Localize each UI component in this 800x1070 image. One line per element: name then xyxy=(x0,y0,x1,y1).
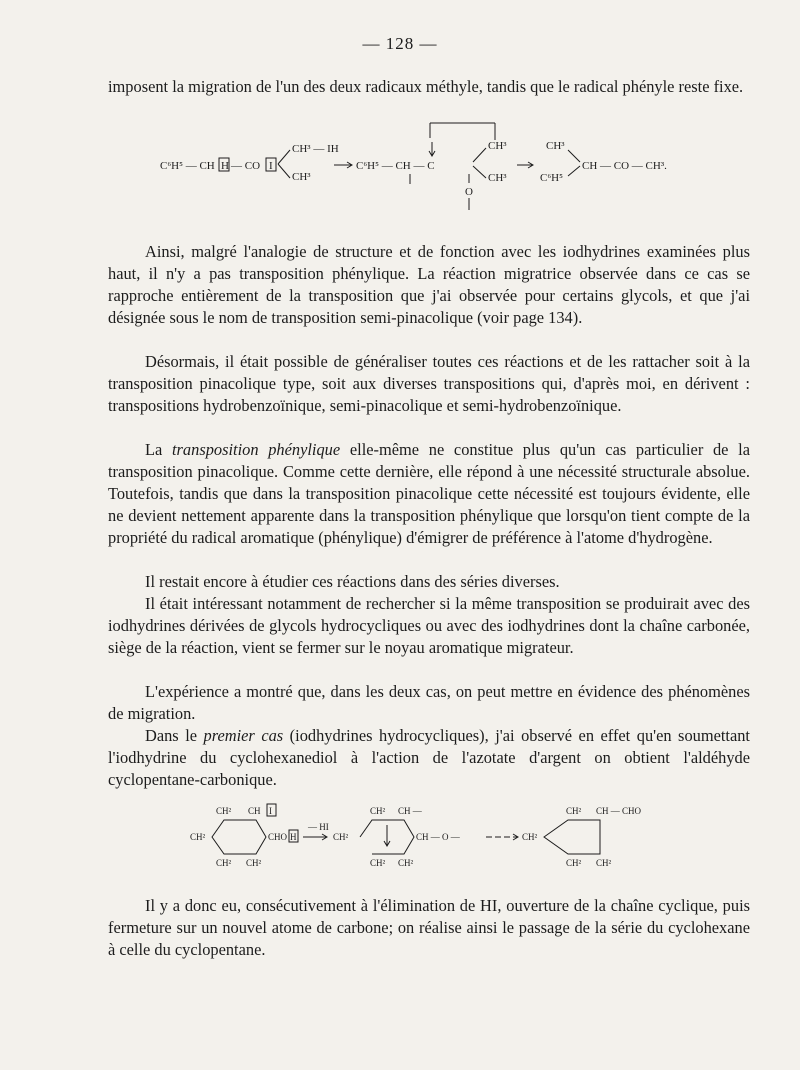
formula1-i-boxed: I xyxy=(269,160,273,172)
formula2-r3-left: CH² xyxy=(522,832,538,842)
formula1-arrow xyxy=(334,162,352,168)
paragraph-experience: L'expérience a montré que, dans les deux cas, on peut mettre en évidence des phénomènes de migration. xyxy=(108,682,750,723)
p3-before: La xyxy=(145,440,172,459)
formula2-r2-bottom-left: CH² xyxy=(370,858,386,868)
formula-phenyl-iodhydrine xyxy=(0,118,800,218)
p3-italic: transposition phénylique xyxy=(172,440,341,459)
formula2-r1-bottom-left: CH² xyxy=(216,858,232,868)
formula1-prod-c6h5: C⁶H⁵ xyxy=(540,172,563,184)
formula2-r3-bottom-right: CH² xyxy=(596,858,612,868)
formula1-reactant xyxy=(160,143,339,183)
paragraph-premier-cas xyxy=(108,725,750,791)
p3-after: elle-même ne constitue plus qu'un cas particulier de la transposition pinacolique. Comme cette dernière, elle répond à une nécessité structurale absolue. Toutefois, tandis que dans la transposition pinacolique cette nécessité est toujours évidente, elle ne devient nettement apparente dans la transposition phénylique que lorsqu'on tient compte de la propriété du radical aromatique (phénylique) d'émigrer de préférence à l'atome d'hydrogène. xyxy=(108,440,751,547)
formula2-r2-right: CH — O — xyxy=(416,832,460,842)
formula2-r2-bottom-right: CH² xyxy=(398,858,414,868)
formula1-left-chain: C⁶H⁵ — CH xyxy=(160,160,215,172)
formula1-ch3-top: CH³ — IH xyxy=(292,143,339,155)
formula1-ch3-bottom: CH³ xyxy=(292,171,311,183)
paragraph-series-diverses: Il restait encore à étudier ces réactions dans des séries diverses. xyxy=(145,572,560,591)
paragraph-analogie: Ainsi, malgré l'analogie de structure et de fonction avec les iodhydrines examinées plus haut, il n'y a pas transposition phénylique. La réaction migratrice observée dans ce cas se rapproche entièrement de la transposition que j'ai observée pour certains glycols, et que j'ai désignée sous le nom de transposition semi-pinacolique (voir page 134). xyxy=(108,242,750,327)
p7-before: Dans le xyxy=(145,726,204,745)
formula2-r2-left: CH² xyxy=(333,832,349,842)
formula2-r1-left: CH² xyxy=(190,832,206,842)
formula1-inter-ch3-bottom: CH³ xyxy=(488,172,507,184)
formula2-r1-top-left: CH² xyxy=(216,806,232,816)
formula2-ring3 xyxy=(522,806,642,868)
formula-cyclohexane xyxy=(0,800,800,875)
formula1-prod-chain: CH — CO — CH³. xyxy=(582,160,667,172)
paragraph-transposition-phenylique xyxy=(108,439,750,549)
formula1-product xyxy=(540,140,667,184)
formula2-r2-top-left: CH² xyxy=(370,806,386,816)
p7-italic: premier cas xyxy=(203,726,284,745)
formula2-r3-top-right: CH — CHO xyxy=(596,806,642,816)
formula1-h-boxed: H xyxy=(221,160,229,172)
formula1-prod-ch3: CH³ xyxy=(546,140,565,152)
formula2-r1-right: CHO xyxy=(268,832,288,842)
formula2-ring2 xyxy=(333,806,461,868)
formula2-r1-i: I xyxy=(269,806,272,816)
formula1-inter-o: O xyxy=(465,186,473,198)
page-number: — 128 — xyxy=(362,34,438,53)
formula1-arrow-2 xyxy=(517,162,533,168)
formula2-r2-top-right: CH — xyxy=(398,806,422,816)
formula2-r1-top-right: CH xyxy=(248,806,261,816)
formula2-r3-top-left: CH² xyxy=(566,806,582,816)
formula2-r1-bottom-right: CH² xyxy=(246,858,262,868)
formula1-mid: — CO xyxy=(231,160,261,172)
formula2-arrow-2 xyxy=(486,834,518,840)
formula2-arrow-1 xyxy=(303,822,329,840)
paragraph-conclusion: Il y a donc eu, consécutivement à l'élimination de HI, ouverture de la chaîne cyclique, puis fermeture sur un nouvel atome de carbone; on réalise ainsi le passage de la série du cyclohexane à celle du cyclopentane. xyxy=(108,896,750,959)
formula2-minus-hi: — HI xyxy=(308,822,329,832)
formula2-r3-bottom-left: CH² xyxy=(566,858,582,868)
paragraph-interessant: Il était intéressant notamment de rechercher si la même transposition se produirait avec des iodhydrines dérivées de glycols hydrocycliques ou avec des iodhydrines dont la chaîne carbonée, siège de la réaction, vient se fermer sur le noyau aromatique migrateur. xyxy=(108,594,750,657)
formula2-ring1 xyxy=(190,804,298,868)
formula1-inter-ch3-top: CH³ xyxy=(488,140,507,152)
formula1-inter-left: C⁶H⁵ — CH — C xyxy=(356,160,435,172)
formula1-intermediate xyxy=(356,123,507,210)
p7-after: (iodhydrines hydrocycliques), j'ai observé en effet qu'en soumettant l'iodhydrine du cyclohexanediol à l'action de l'azotate d'argent on obtient l'aldéhyde cyclopentane-carbonique. xyxy=(108,726,750,789)
paragraph-generaliser: Désormais, il était possible de généraliser toutes ces réactions et de les rattacher soit à la transposition pinacolique type, soit aux diverses transpositions qui, d'après moi, en dérivent : transpositions hydrobenzoïnique, semi-pinacolique et semi-hydrobenzoïnique. xyxy=(108,352,750,415)
paragraph-migration-methyle: imposent la migration de l'un des deux radicaux méthyle, tandis que le radical phényle reste fixe. xyxy=(108,77,744,96)
formula2-r1-h: H xyxy=(290,832,297,842)
